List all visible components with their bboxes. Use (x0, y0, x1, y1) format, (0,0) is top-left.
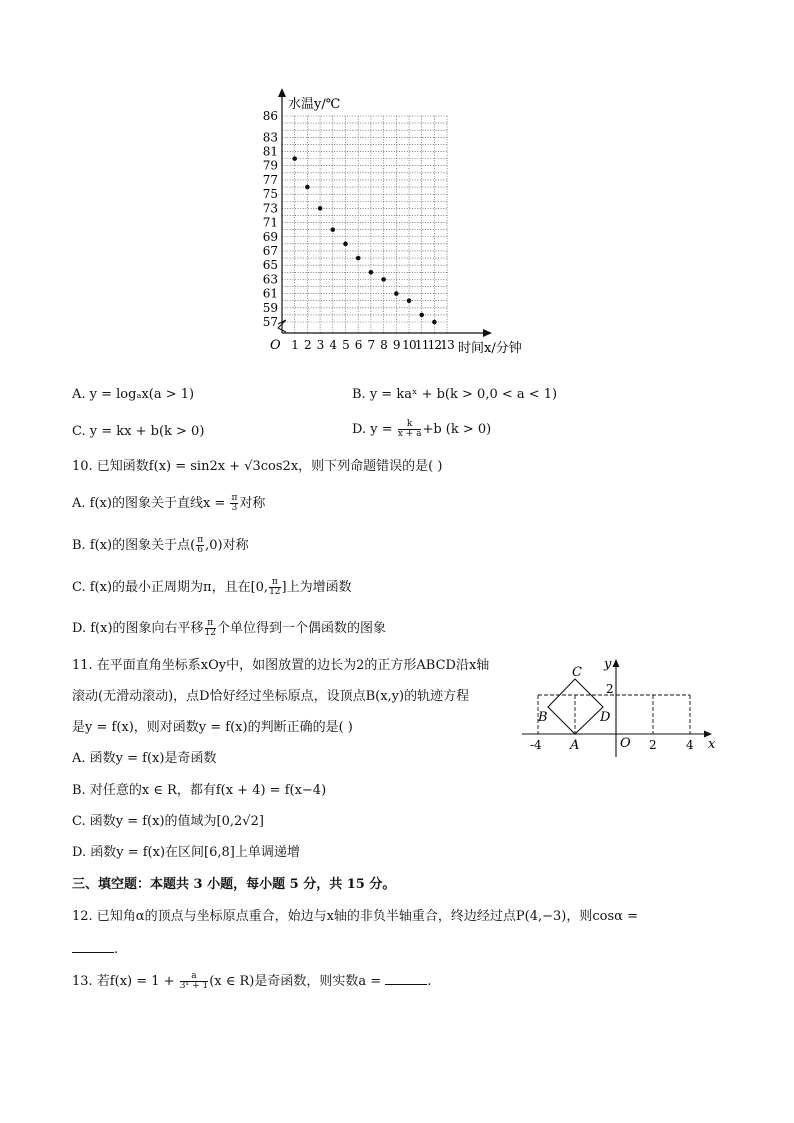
q10-d-numerator: π (205, 619, 216, 629)
q11-option-b: B. 对任意的x ∈ R，都有f(x + 4) = f(x−4) (72, 783, 327, 798)
q13-prefix: 13. 若f(x) = 1 + (72, 974, 179, 989)
q10-a-numerator: π (231, 493, 238, 503)
q10-b-denominator: 6 (197, 545, 204, 555)
q11-option-c: C. 函数y = f(x)的值域为[0,2√2] (72, 814, 264, 829)
data-point (356, 256, 361, 261)
x-tick-label: 4 (329, 338, 337, 352)
q10-c-fraction (269, 578, 280, 597)
q13-answer-blank[interactable] (385, 972, 427, 985)
q10-d-denominator: 12 (204, 628, 216, 638)
data-point (305, 185, 310, 190)
x-axis-arrow-icon (483, 329, 492, 337)
q9-d-fraction (398, 420, 422, 439)
q10-b-fraction (196, 536, 204, 555)
y-tick-label: 77 (262, 172, 278, 187)
q10-a-suffix: 对称 (239, 496, 266, 511)
q9-d-suffix: +b (k > 0) (422, 422, 492, 437)
q10-b-numerator: π (197, 535, 204, 545)
y-tick-label: 65 (262, 258, 278, 273)
label-x: x (708, 737, 716, 752)
q10-b-suffix: ,0)对称 (205, 538, 249, 553)
q13-numerator: a (180, 972, 209, 982)
y-tick-label: 63 (262, 272, 278, 287)
q10-d-suffix: 个单位得到一个偶函数的图象 (216, 621, 386, 636)
square-abcd (548, 679, 603, 734)
q13-period: . (427, 974, 432, 989)
q9-option-a: A. y = logₐx(a > 1) (72, 387, 195, 402)
data-points (292, 156, 436, 324)
q10-c-suffix: ]上为增函数 (281, 580, 352, 595)
section-3-heading: 三、填空题：本题共 3 小题，每小题 5 分，共 15 分。 (72, 877, 396, 892)
y-axis-arrow-icon (613, 659, 620, 667)
q9-option-c: C. y = kx + b(k > 0) (72, 424, 205, 439)
q10-a-prefix: A. f(x)的图象关于直线x = (72, 496, 230, 511)
y-tick-label: 69 (262, 229, 278, 244)
label-a: A (570, 738, 580, 753)
y-tick-label: 81 (262, 144, 278, 159)
x-tick-label: 2 (303, 338, 311, 352)
y-tick-label: 83 (262, 130, 278, 145)
q10-option-c (72, 578, 352, 597)
y-tick-label: 79 (262, 158, 278, 173)
data-point (394, 291, 399, 296)
y-tick-label: 73 (262, 201, 278, 216)
q10-stem: 10. 已知函数f(x) = sin2x + √3cos2x，则下列命题错误的是( ) (72, 459, 443, 474)
q11-stem-line3: 是y = f(x)，则对函数y = f(x)的判断正确的是( ) (72, 720, 353, 735)
chart-grid (282, 116, 447, 333)
rolling-square-figure (518, 655, 724, 760)
q10-a-fraction (230, 494, 238, 513)
x-tick-label: 8 (380, 338, 388, 352)
y-tick-label: 61 (262, 286, 278, 301)
data-point (318, 206, 323, 211)
q13-fraction (180, 972, 209, 991)
x-tick-label: 13 (440, 338, 454, 352)
q9-d-prefix: D. y = (352, 422, 397, 437)
data-point (292, 156, 297, 161)
q10-option-a (72, 494, 265, 513)
y-tick-label: 75 (262, 187, 278, 202)
chart-axes (278, 88, 492, 337)
q10-c-numerator: π (269, 578, 280, 588)
q10-d-fraction (205, 619, 216, 638)
q11-stem-line2: 滚动(无滑动滚动)，点D恰好经过坐标原点，设顶点B(x,y)的轨迹方程 (72, 689, 470, 704)
q9-option-b: B. y = kaˣ + b(k > 0,0 < a < 1) (352, 387, 558, 402)
y-tick-label: 86 (262, 109, 278, 123)
data-point (432, 320, 437, 325)
q10-option-b (72, 536, 249, 555)
label-y: y (604, 657, 612, 672)
q9-d-denominator: x + a (397, 429, 422, 439)
q9-d-numerator: k (398, 420, 422, 430)
q11-option-d: D. 函数y = f(x)在区间[6,8]上单调递增 (72, 845, 300, 860)
q10-option-d (72, 619, 386, 638)
label-pos2: 2 (649, 738, 657, 752)
label-c: C (572, 665, 582, 680)
q13-denominator: 3ˣ + 1 (179, 981, 209, 991)
label-o: O (620, 736, 631, 751)
q13-stem (72, 972, 431, 991)
q11-stem-line1: 11. 在平面直角坐标系xOy中，如图放置的边长为2的正方形ABCD沿x轴 (72, 658, 490, 673)
x-tick-label: 9 (392, 338, 400, 352)
label-d: D (600, 710, 611, 725)
x-tick-label: 6 (354, 338, 362, 352)
x-tick-labels (291, 338, 454, 352)
q10-a-denominator: 3 (231, 503, 238, 513)
x-tick-label: 1 (291, 338, 299, 352)
data-point (369, 270, 374, 275)
y-axis-label: 水温y/℃ (288, 97, 341, 112)
q10-c-denominator: 12 (269, 587, 281, 597)
q9-option-d (352, 420, 491, 439)
y-tick-label: 71 (262, 215, 278, 230)
data-point (381, 277, 386, 282)
y-tick-label: 67 (262, 243, 278, 258)
data-point (419, 313, 424, 318)
x-tick-label: 7 (367, 338, 375, 352)
x-tick-label: 3 (316, 338, 324, 352)
data-point (331, 227, 336, 232)
y-tick-labels (263, 109, 278, 329)
data-point (343, 242, 348, 247)
x-tick-label: 11 (414, 338, 429, 352)
water-temperature-chart (250, 88, 550, 360)
q12-answer-line (72, 940, 118, 959)
x-tick-label: 10 (402, 338, 416, 352)
q10-d-prefix: D. f(x)的图象向右平移 (72, 621, 204, 636)
q10-b-prefix: B. f(x)的图象关于点( (72, 538, 196, 553)
x-tick-label: 5 (342, 338, 349, 352)
q13-suffix: (x ∈ R)是奇函数，则实数a = (209, 974, 386, 989)
q11-option-a: A. 函数y = f(x)是奇函数 (72, 751, 217, 766)
x-tick-label: 12 (427, 338, 442, 352)
y-tick-label: 57 (262, 315, 278, 329)
label-pos4: 4 (686, 738, 694, 752)
y-tick-label: 59 (262, 300, 278, 315)
x-axis-label: 时间x/分钟 (458, 341, 522, 356)
label-neg4: -4 (530, 738, 542, 752)
q10-c-prefix: C. f(x)的最小正周期为π，且在[0, (72, 580, 269, 595)
q12-answer-blank[interactable] (72, 940, 114, 953)
y-axis-arrow-icon (278, 88, 286, 97)
label-two-y: 2 (606, 682, 614, 696)
origin-label: O (270, 338, 281, 353)
data-point (407, 298, 412, 303)
q12-stem: 12. 已知角α的顶点与坐标原点重合，始边与x轴的非负半轴重合，终边经过点P(4,−3)，则cosα = (72, 909, 638, 924)
label-b: B (538, 710, 548, 725)
q12-period: . (114, 942, 119, 957)
